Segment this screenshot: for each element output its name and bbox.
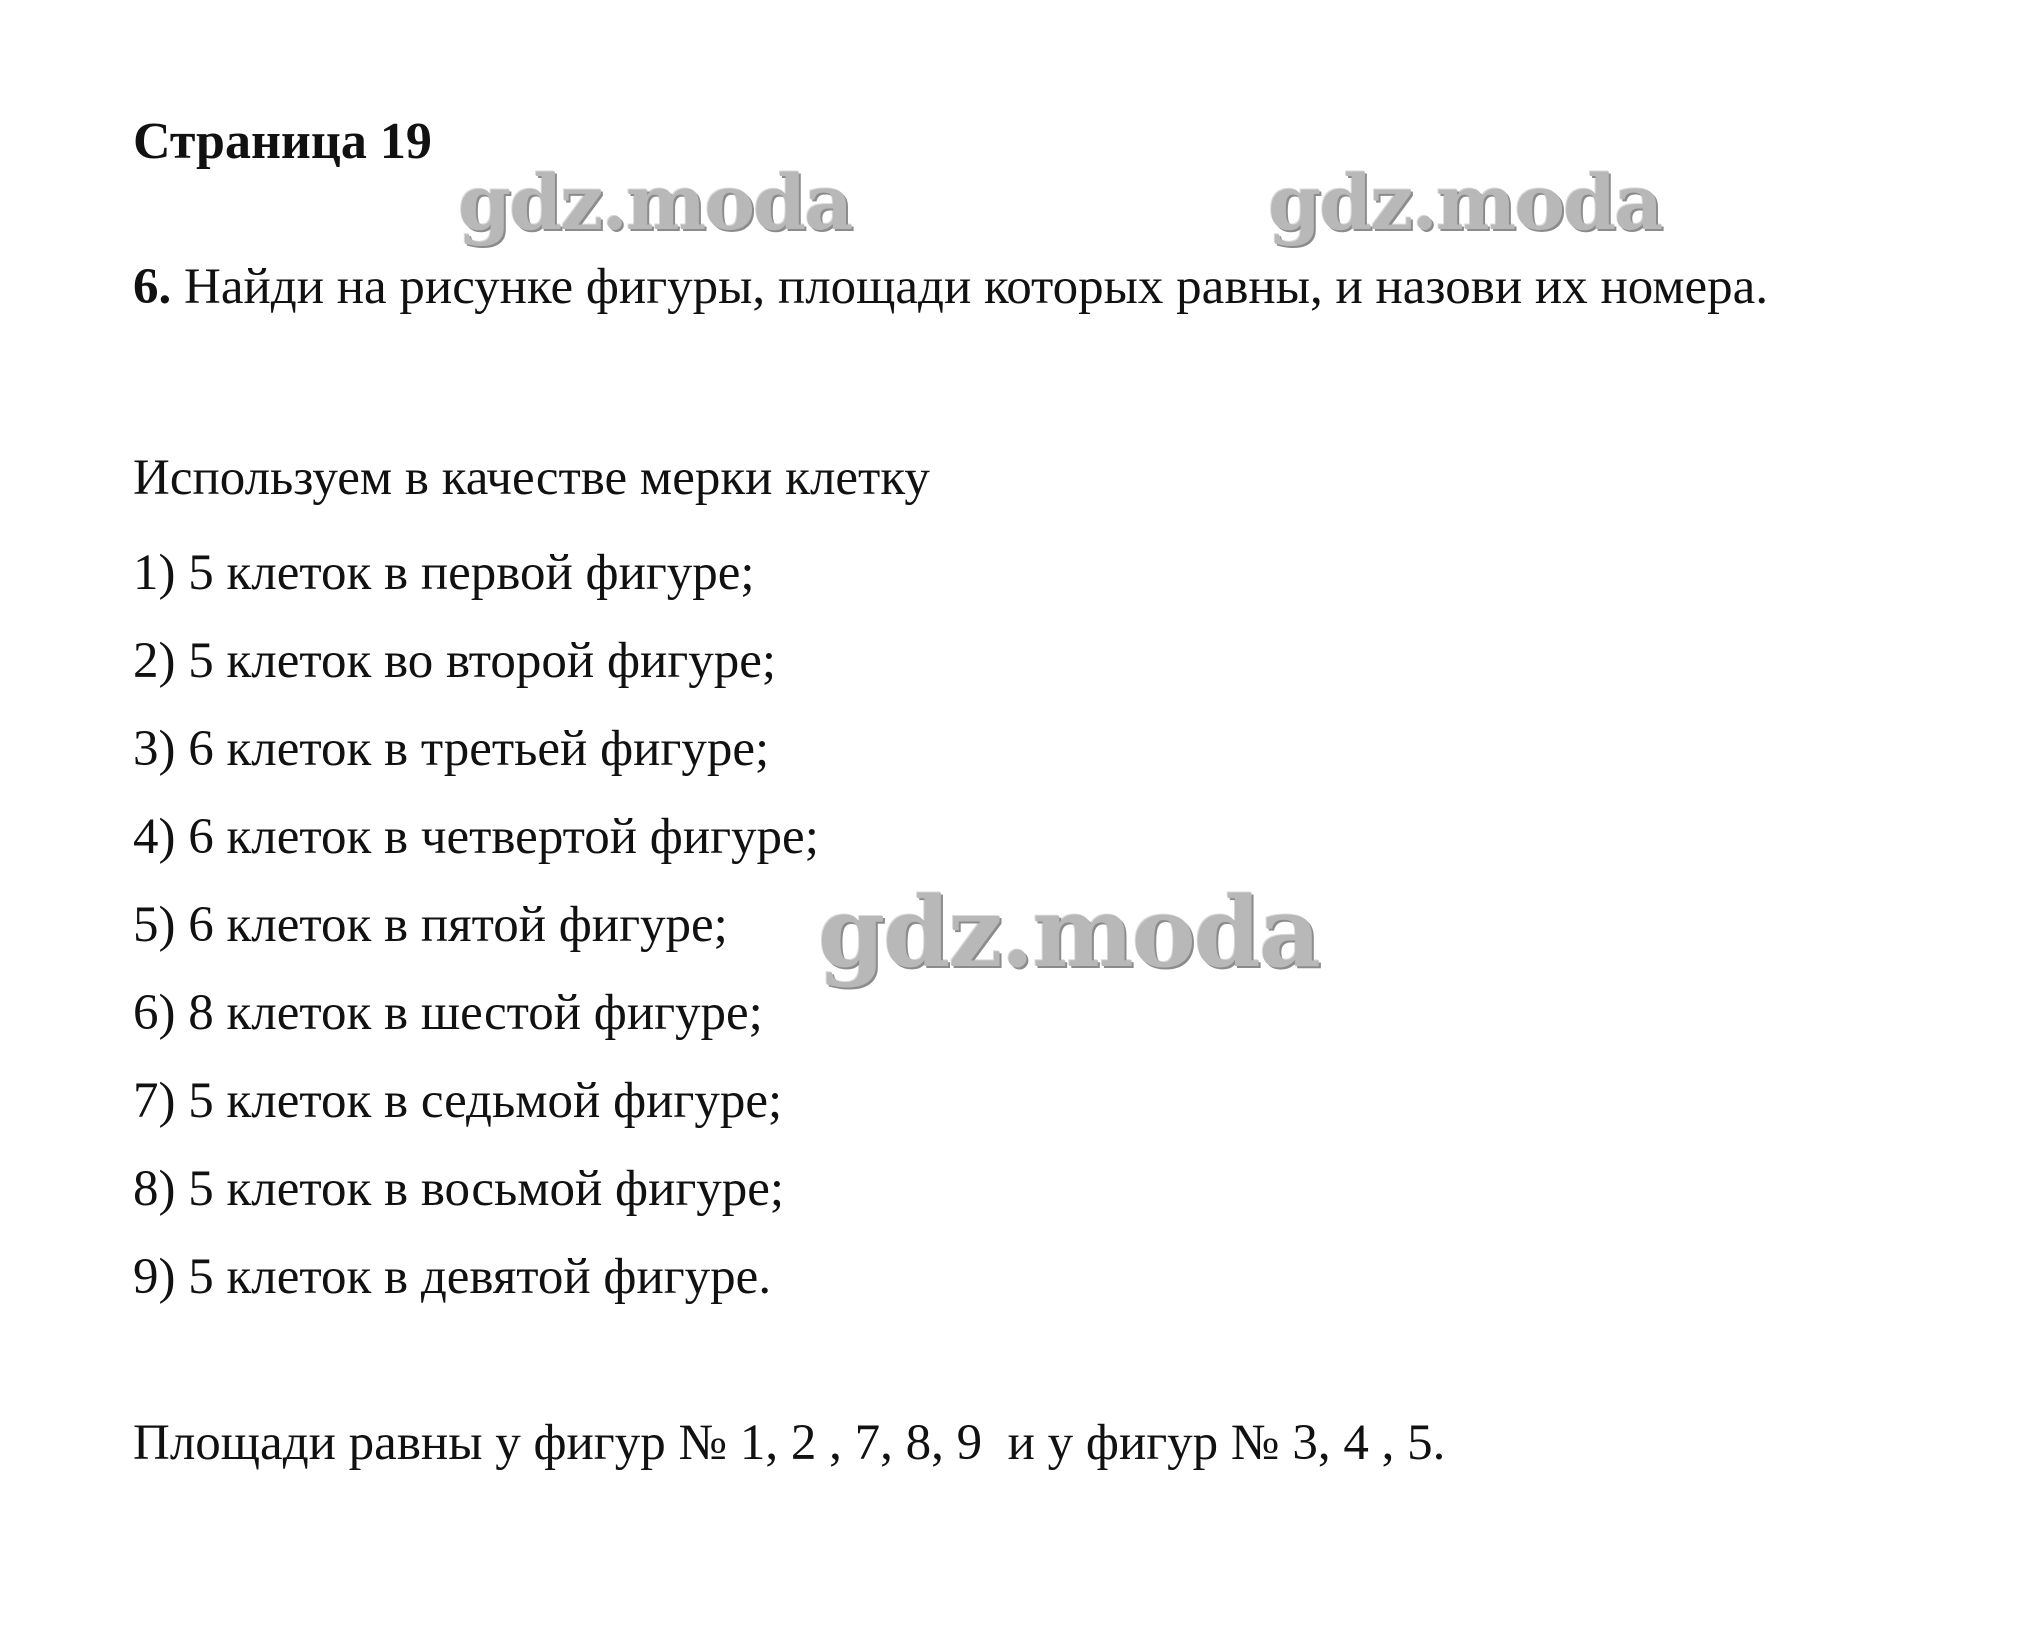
solution-intro: Используем в качестве мерки клетку	[133, 450, 930, 506]
answer-item-1: 1) 5 клеток в первой фигуре;	[133, 545, 755, 601]
page-title: Страница 19	[133, 113, 432, 170]
task-text: Найди на рисунке фигуры, площади которых равны, и назови их номера.	[184, 259, 1769, 315]
answer-item-6: 6) 8 клеток в шестой фигуре;	[133, 985, 763, 1041]
answer-item-3: 3) 6 клеток в третьей фигуре;	[133, 721, 770, 777]
task-statement	[133, 243, 1913, 331]
answer-item-4: 4) 6 клеток в четвертой фигуре;	[133, 809, 819, 865]
watermark-top-left: gdz.moda	[458, 158, 852, 247]
answer-item-8: 8) 5 клеток в восьмой фигуре;	[133, 1161, 785, 1217]
answer-list	[133, 536, 819, 1328]
watermark-center: gdz.moda	[818, 876, 1320, 989]
task-number: 6.	[133, 259, 172, 315]
watermark-top-right: gdz.moda	[1268, 158, 1662, 247]
answer-item-5: 5) 6 клеток в пятой фигуре;	[133, 897, 728, 953]
answer-item-9: 9) 5 клеток в девятой фигуре.	[133, 1249, 772, 1305]
answer-item-7: 7) 5 клеток в седьмой фигуре;	[133, 1073, 783, 1129]
solution-conclusion: Площади равны у фигур № 1, 2 , 7, 8, 9 и у фигур № 3, 4 , 5.	[133, 1415, 1446, 1471]
answer-item-2: 2) 5 клеток во второй фигуре;	[133, 633, 777, 689]
